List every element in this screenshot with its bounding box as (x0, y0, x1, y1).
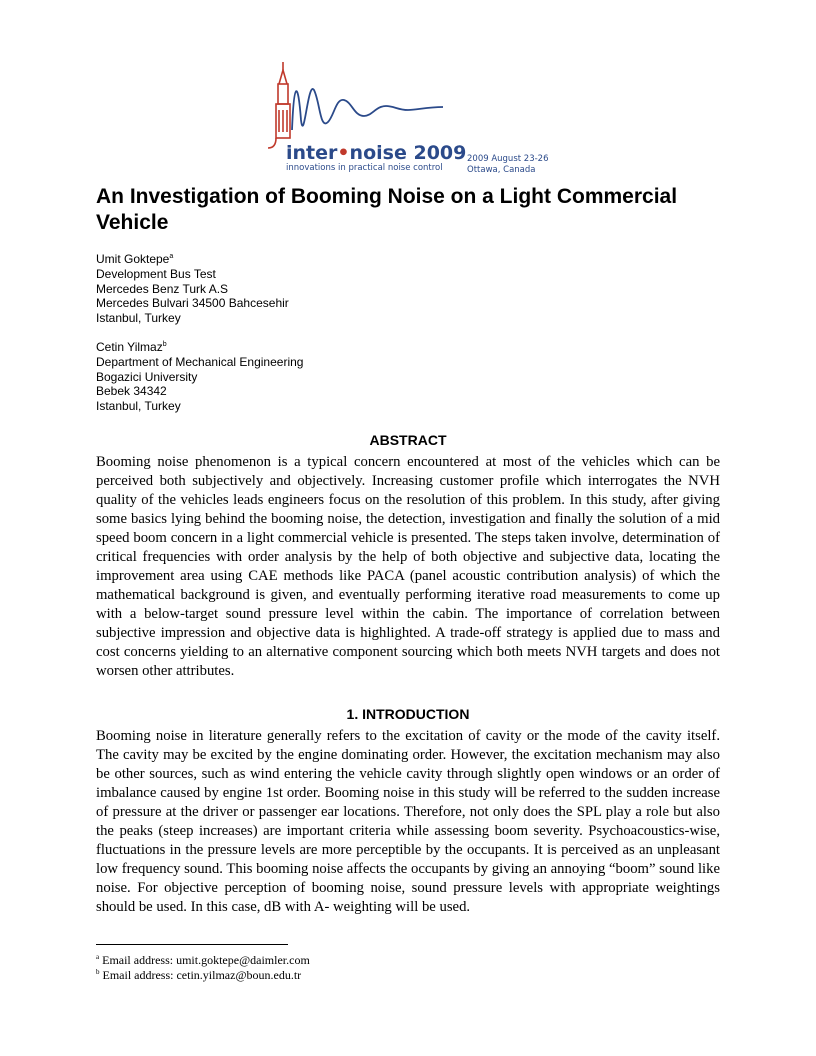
introduction-heading: 1. INTRODUCTION (346, 706, 470, 722)
author-affiliation-line: Development Bus Test (96, 266, 216, 281)
tower-wave-graphic (268, 60, 468, 150)
author-name (96, 340, 496, 355)
author-affiliation-line: Bogazici University (96, 369, 198, 384)
author-block (96, 252, 496, 326)
conference-logo (268, 60, 568, 175)
wave-line (292, 89, 443, 130)
paper-title: An Investigation of Booming Noise on a Light Commercial Vehicle (96, 185, 678, 234)
abstract-text: Booming noise phenomenon is a typical concern encountered at most of the vehicles which can be perceived both subjectively and objectively. Increasing customer profile which interrogates the NVH quality of the vehicles leads engineers focus on the resolution of this problem. In this study, after giving some basics lying behind the booming noise, the detection, investigation and finally the solution of a mid speed boom concern in a light commercial vehicle is presented. The steps taken involve, determination of critical frequencies with order analysis by the help of both objective and subjective data, locating the improvement area using CAE methods like PACA (panel acoustic contribution analysis) of which the mathematical background is given, and eventually performing iterative road measurements to come up with a below-target sound pressure level within the cabin. The importance of correlation between subjective impression and objective data is highlighted. A trade-off strategy is applied due to mass and cost concerns yielding to an alternative component sourcing which both meets NVH targets and does not worsen other attributes. (96, 454, 720, 679)
author-affiliation-line: Mercedes Benz Turk A.S (96, 281, 229, 296)
tower-icon (268, 62, 290, 148)
author-sup: a (169, 253, 174, 260)
logo-brand-part2: noise (349, 142, 407, 164)
footnote-divider (96, 944, 288, 945)
footnote-text: Email address: umit.goktepe@daimler.com (102, 953, 310, 967)
logo-brand (286, 142, 466, 164)
footnote (96, 968, 310, 983)
author-block (96, 340, 496, 414)
author-sup: b (162, 340, 167, 348)
logo-brand-year: 2009 (413, 142, 467, 164)
footnotes (96, 953, 310, 983)
introduction-text: Booming noise in literature generally refers to the excitation of cavity or the mode of the cavity itself. The cavity may be excited by the engine dominating order. However, the excitation mechanism may also be other sources, such as wind entering the vehicle cavity through slightly open windows or an order of imbalance caused by engine 1st order. Booming noise in this study will be referred to the sudden increase of pressure at the driver or passenger ear locations. Therefore, not only does the SPL play a role but also the peaks (steep increases) are important criteria while assessing boom severity. Psychoacoustics-wise, fluctuations in the pressure levels are more perceptible by the occupants. It is perceived as an unpleasant low frequency sound. This booming noise affects the occupants by giving an annoying “boom” sound like noise. For objective perception of booming noise, sound pressure levels with appropriate weightings should be used. In this case, dB with A- weighting will be used. (96, 728, 720, 915)
author-affiliation-line: Istanbul, Turkey (96, 399, 181, 414)
author-name-text: Umit Goktepe (96, 252, 170, 266)
author-affiliation-line: Istanbul, Turkey (96, 311, 181, 326)
author-affiliation-line: Mercedes Bulvari 34500 Bahcesehir (96, 296, 289, 311)
conference-date: 2009 August 23-26 (467, 154, 549, 164)
footnote-mark: b (96, 968, 100, 976)
footnote (96, 953, 310, 968)
abstract-heading: ABSTRACT (369, 432, 447, 448)
author-name-text: Cetin Yilmaz (96, 339, 163, 354)
author-affiliation-line: Bebek 34342 (96, 384, 167, 399)
logo-tagline: innovations in practical noise control (286, 163, 443, 173)
footnote-mark: a (96, 953, 100, 961)
logo-brand-separator: • (337, 142, 350, 164)
author-list (96, 252, 496, 428)
footnote-text: Email address: cetin.yilmaz@boun.edu.tr (102, 968, 302, 982)
author-name (96, 252, 496, 267)
conference-place: Ottawa, Canada (467, 165, 536, 175)
logo-brand-part1: inter (286, 142, 338, 164)
author-affiliation-line: Department of Mechanical Engineering (96, 354, 304, 369)
